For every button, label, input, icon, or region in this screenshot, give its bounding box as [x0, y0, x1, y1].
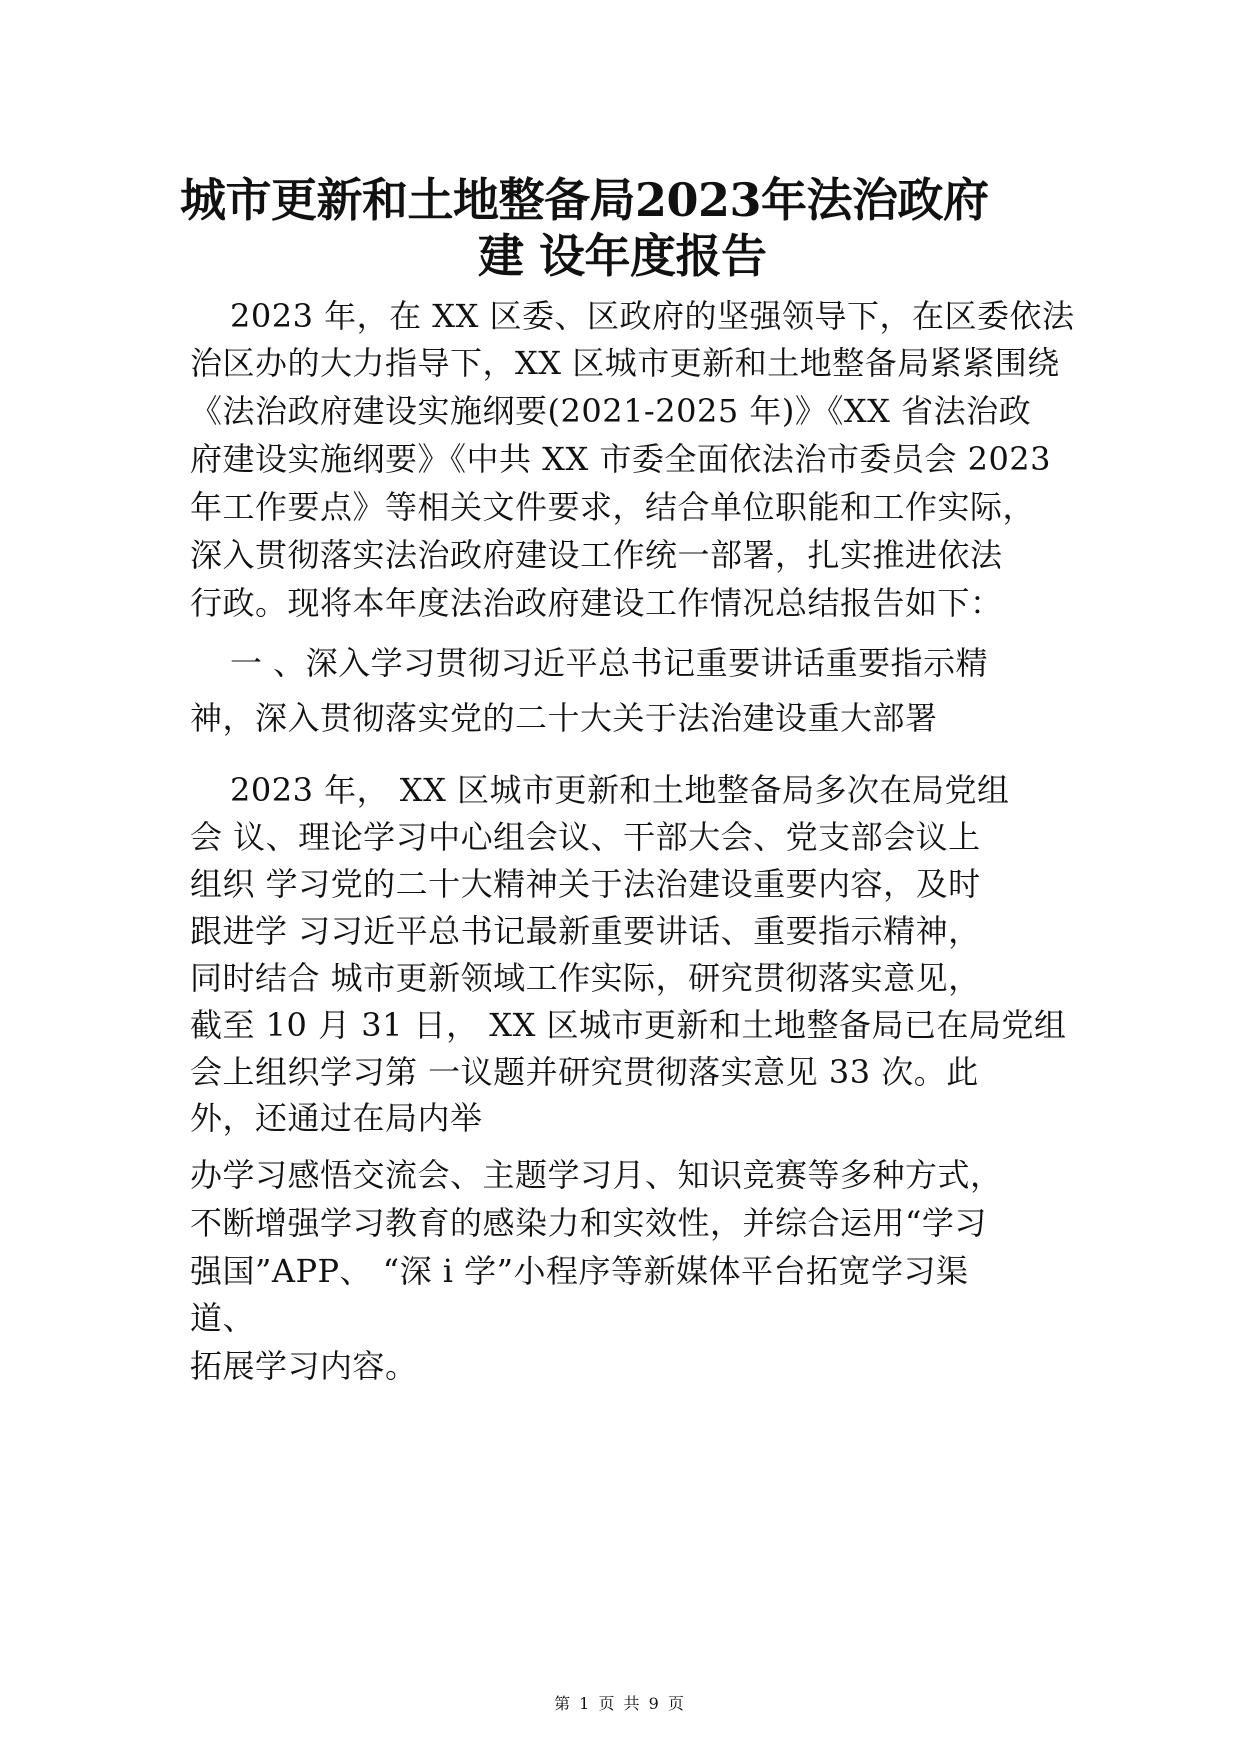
page-footer: 第 1 页 共 9 页 [554, 1694, 686, 1713]
section-heading-line: 神，深入贯彻落实党的二十大关于法治建设重大部署 [190, 699, 938, 737]
body-line: 不断增强学习教育的感染力和实效性，并综合运用“学习 [190, 1204, 987, 1242]
intro-line: 年工作要点》等相关文件要求，结合单位职能和工作实际， [190, 488, 1036, 526]
body-line: 道、 [190, 1299, 256, 1337]
intro-line: 行政。现将本年度法治政府建设工作情况总结报告如下： [190, 584, 1003, 622]
body-line: 同时结合 城市更新领域工作实际，研究贯彻落实意见， [190, 959, 981, 997]
intro-line: 深入贯彻落实法治政府建设工作统一部署，扎实推进依法 [190, 536, 1003, 574]
title-line-2: 建 设年度报告 [478, 229, 767, 283]
intro-line: 治区办的大力指导下，XX 区城市更新和土地整备局紧紧围绕 [190, 344, 1060, 382]
intro-line: 府建设实施纲要》《中共 XX 市委全面依法治市委员会 2023 [190, 440, 1052, 478]
title-line-1: 城市更新和土地整备局2023年法治政府 [180, 173, 989, 227]
body-line: 会 议、理论学习中心组会议、干部大会、党支部会议上 [190, 818, 981, 856]
body-line: 强国”APP、 “深 i 学”小程序等新媒体平台拓宽学习渠 [190, 1252, 969, 1290]
body-line: 办学习感悟交流会、主题学习月、知识竞赛等多种方式， [190, 1156, 1003, 1194]
body-line: 拓展学习内容。 [190, 1347, 418, 1385]
body-line: 外，还通过在局内举 [190, 1099, 483, 1137]
body-line: 跟进学 习习近平总书记最新重要讲话、重要指示精神， [190, 912, 981, 950]
body-line: 2023 年， XX 区城市更新和土地整备局多次在局党组 [230, 771, 1010, 809]
body-line: 组织 学习党的二十大精神关于法治建设重要内容，及时 [190, 865, 981, 903]
intro-line: 《法治政府建设实施纲要(2021-2025 年)》《XX 省法治政 [190, 392, 1032, 430]
body-line: 会上组织学习第 一议题并研究贯彻落实意见 33 次。此 [190, 1053, 979, 1091]
document-title [180, 172, 1080, 284]
body-line: 截至 10 月 31 日， XX 区城市更新和土地整备局已在局党组 [190, 1006, 1067, 1044]
intro-line: 2023 年，在 XX 区委、区政府的坚强领导下，在区委依法 [230, 297, 1075, 335]
section-heading-line: 一 、深入学习贯彻习近平总书记重要讲话重要指示精 [230, 644, 989, 682]
